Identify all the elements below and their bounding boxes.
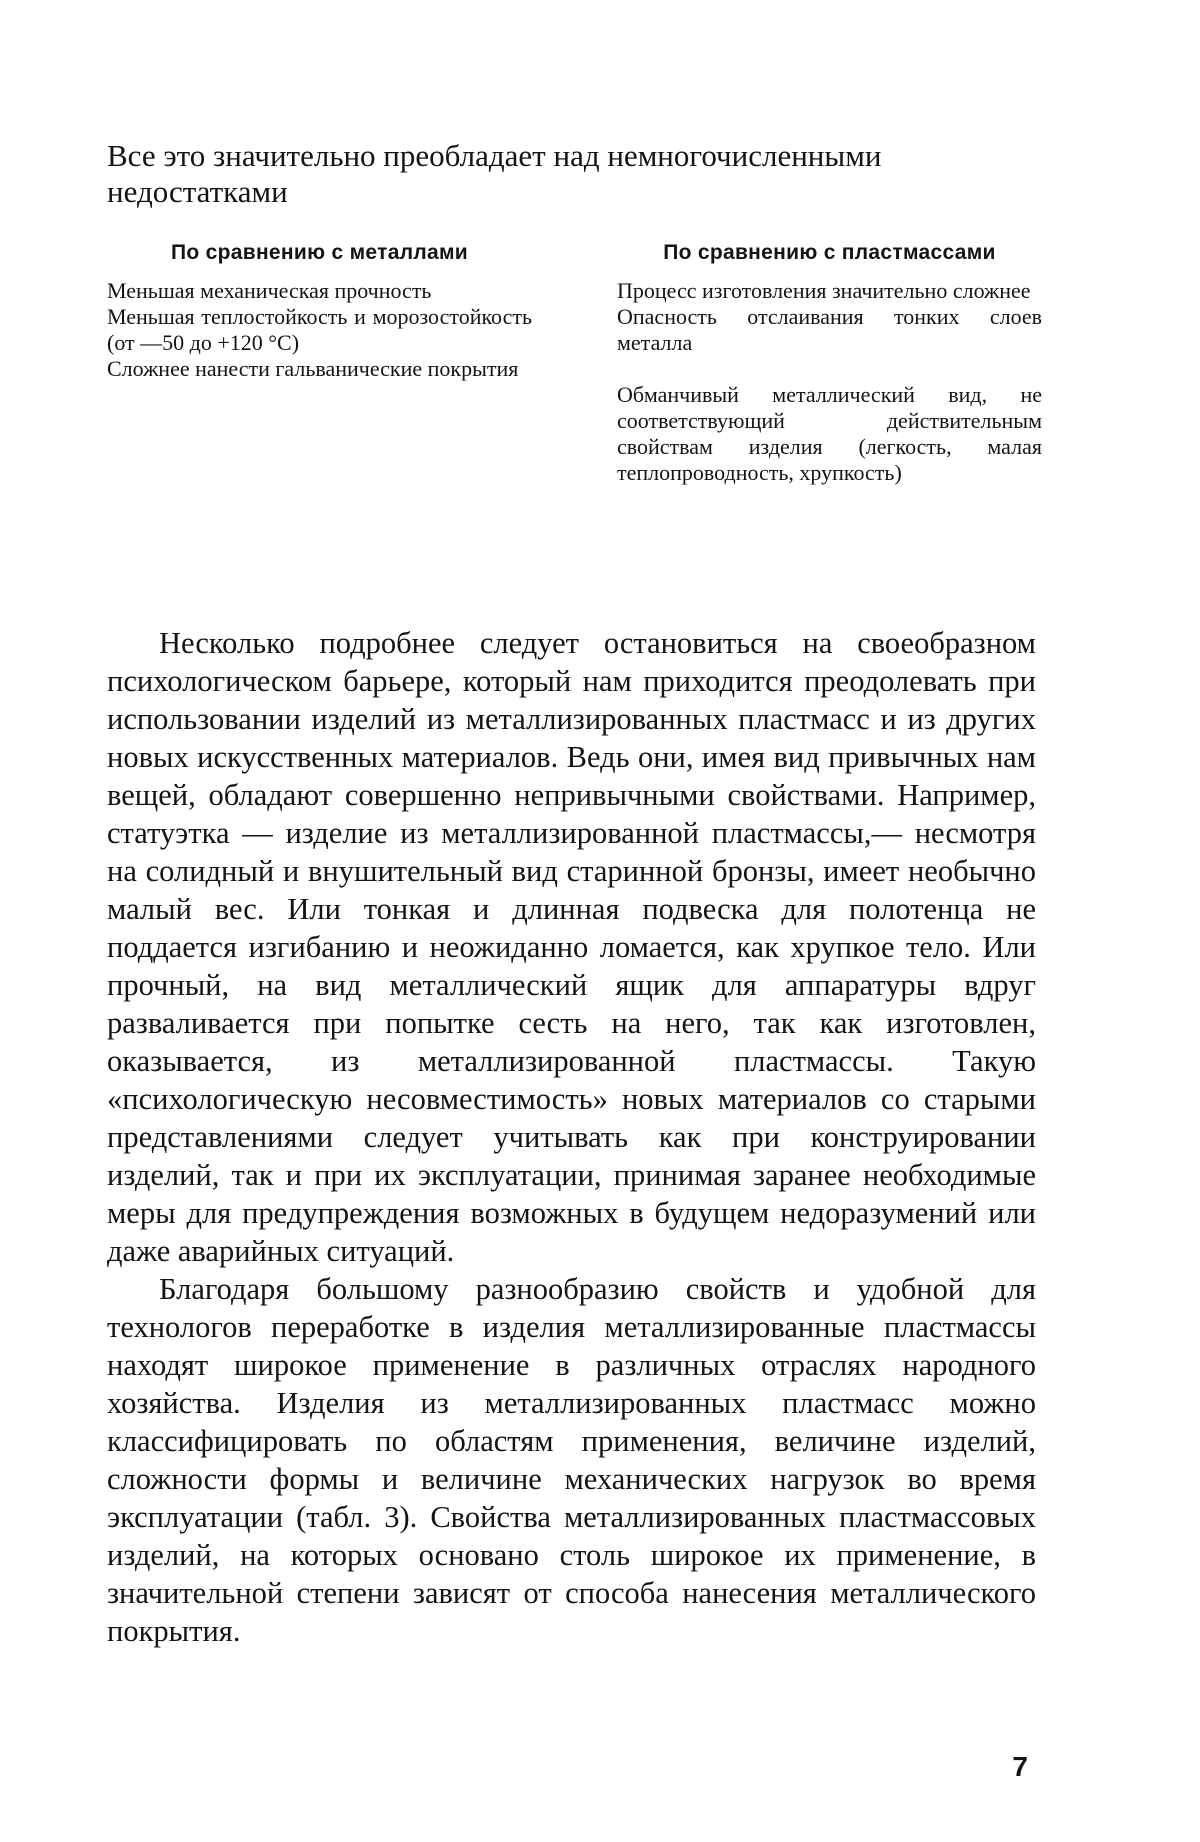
intro-sentence: Все это значительно преобладает над немногочисленными недостатками [107, 138, 882, 209]
list-item: Сложнее нанести гальванические покрытия [107, 356, 519, 381]
list-item: Опасность отслаивания тонких слоев металла [617, 304, 1042, 355]
column-heading-plastics: По сравнению с пластмассами [663, 241, 996, 264]
comparison-table [107, 240, 1042, 580]
disadvantage-list-metals [107, 278, 532, 382]
list-item: Обманчивый металлический вид, не соответствующий действительным свойствам изделия (легкость, малая теплопроводность, хрупкость) [617, 382, 1042, 485]
paragraph-applications: Благодаря большому разнообразию свойств и удобной для технологов переработке в изделия металлизированные пластмассы находят широкое применение в различных отраслях народного хозяйства. Изделия из металлизированных пластмасс можно классифицировать по областям применения, величине изделий, сложности формы и величине механических нагрузок во время эксплуатации (табл. 3). Свойства металлизированных пластмассовых изделий, на которых основано столь широкое их применение, в значительной степени зависят от способа нанесения металлического покрытия. [107, 1272, 1036, 1648]
comparison-column-plastics [617, 240, 1042, 486]
body-text [107, 624, 1036, 1650]
list-item: Процесс изготовления значительно сложнее [617, 278, 1031, 303]
paragraph-psychological-barrier: Несколько подробнее следует остановиться на своеобразном психологическом барьере, который нам приходится преодолевать при использовании изделий из металлизированных пластмасс и из других новых искусственных материалов. Ведь они, имея вид привычных нам вещей, обладают совершенно непривычными свойствами. Например, статуэтка — изделие из металлизированной пластмассы,— несмотря на солидный и внушительный вид старинной бронзы, имеет необычно малый вес. Или тонкая и длинная подвеска для полотенца не поддается изгибанию и неожиданно ломается, как хрупкое тело. Или прочный, на вид металлический ящик для аппаратуры вдруг разваливается при попытке сесть на него, так как изготовлен, оказывается, из металлизированной пластмассы. Такую «психологическую несовместимость» новых материалов со старыми представлениями следует учитывать как при конструировании изделий, так и при их эксплуатации, принимая заранее необходимые меры для предупреждения возможных в будущем недоразумений или даже аварийных ситуаций. [107, 626, 1036, 1268]
disadvantage-list-plastics [617, 278, 1042, 486]
page-number: 7 [1012, 1751, 1028, 1782]
column-heading-metals: По сравнению с металлами [171, 241, 468, 264]
comparison-column-metals [107, 240, 532, 382]
list-item: Меньшая механическая прочность [107, 278, 432, 303]
list-item: Меньшая теплостойкость и морозостойкость (от —50 до +120 °С) [107, 304, 532, 355]
